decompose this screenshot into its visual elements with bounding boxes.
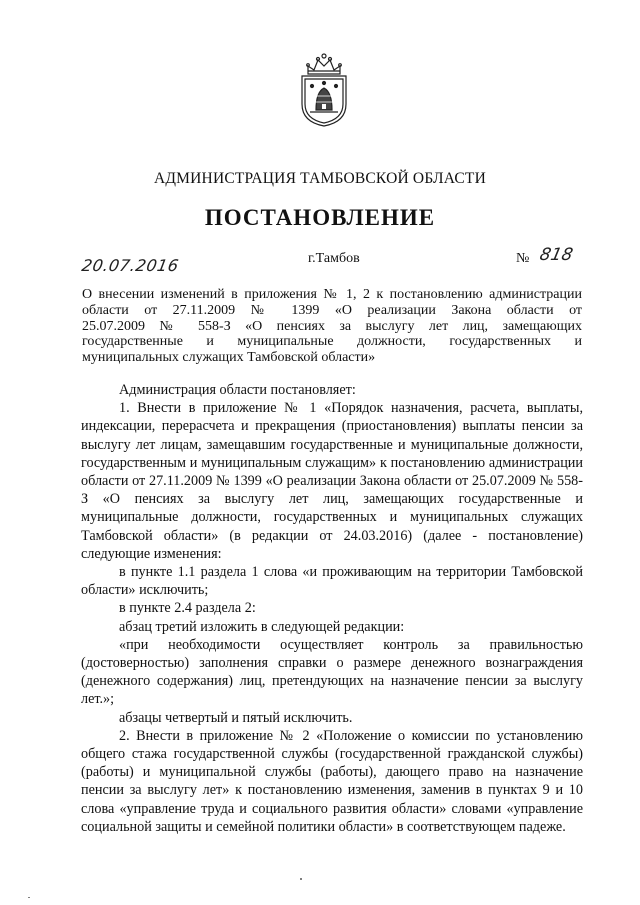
paragraph: «при необходимости осуществляет контроль за правильностью (достоверностью) заполнения справки о размере денежного вознаграждения (денежного содержания) лиц, претендующих на назначение пенсии за выслугу лет.»; (81, 636, 583, 708)
handwritten-date: 20.07.2016 (80, 256, 181, 275)
scan-speck (28, 897, 30, 898)
paragraph: в пункте 1.1 раздела 1 слова «и проживающим на территории Тамбовской области» исключить; (81, 564, 583, 599)
document-body (81, 381, 583, 836)
organization-name: АДМИНИСТРАЦИЯ ТАМБОВСКОЙ ОБЛАСТИ (154, 170, 486, 187)
document-subject (82, 287, 582, 366)
subject-line: государственные и муниципальные должности, государственных и (82, 334, 582, 350)
document-type: ПОСТАНОВЛЕНИЕ (204, 205, 436, 230)
paragraph: 2. Внести в приложение № 2 «Положение о комиссии по установлению общего стажа государственной службы (государственной гражданской службы) (работы) и муниципальной службы (работы), дающего право на назначение пенсии за выслугу лет» к постановлению изменения, заменив в пунктах 9 и 10 слова «управление труда и социального развития области» словами «управление социальной защиты и семейной политики области» в соответствующем падеже. (81, 727, 583, 835)
city: г.Тамбов (308, 251, 360, 266)
subject-line: 25.07.2009 № 558-З «О пенсиях за выслугу лет лиц, замещающих (82, 318, 582, 334)
handwritten-number: 818 (537, 245, 575, 265)
scan-speck (300, 878, 302, 880)
paragraph: 1. Внести в приложение № 1 «Порядок назначения, расчета, выплаты, индексации, перерасчета и прекращения (приостановления) выплаты пенсии за выслугу лет лицам, замещавшим государственные и муниципальные должности, государственным и муниципальным служащим» к постановлению администрации области от 27.11.2009 № 1399 «О реализации Закона области от 25.07.2009 № 558-З «О пенсиях за выслугу лет лиц, замещающих государственные и муниципальные должности, государственных и муниципальных служащих Тамбовской области» (в редакции от 24.03.2016) (далее - постановление) следующие изменения: (81, 400, 583, 562)
coat-of-arms-icon (296, 52, 352, 128)
paragraph: абзацы четвертый и пятый исключить. (119, 709, 353, 726)
subject-line: области от 27.11.2009 № 1399 «О реализации Закона области от (82, 302, 582, 318)
subject-line: муниципальных служащих Тамбовской области» (82, 350, 376, 366)
number-label: № (516, 251, 530, 266)
subject-line: О внесении изменений в приложения № 1, 2 к постановлению администрации (82, 287, 582, 302)
paragraph: в пункте 2.4 раздела 2: (119, 600, 256, 617)
paragraph: Администрация области постановляет: (119, 382, 356, 398)
paragraph: абзац третий изложить в следующей редакции: (119, 618, 405, 635)
